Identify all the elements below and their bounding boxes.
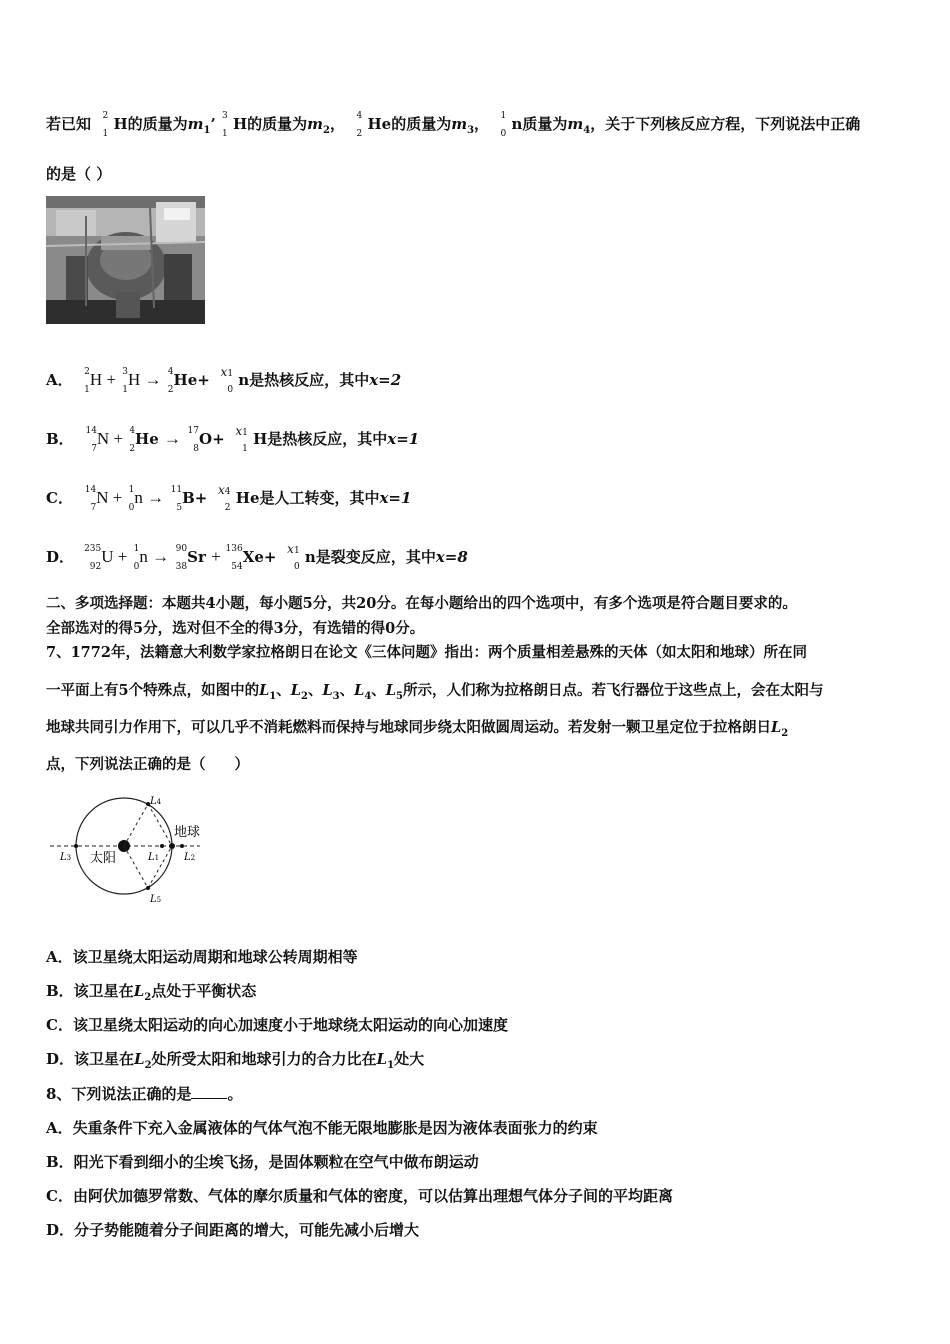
option-cond: x=1 <box>387 430 420 448</box>
isotope-h3: 3 1 <box>222 111 228 139</box>
l4-label: L4 <box>150 796 162 807</box>
q6-stem-line1: 若已知 2 1 H的质量为$m_1$’ 3 1 H的质量为$m_2$， 4 2 He的质量为$m_3$， 1 0 n质量为$m_4$，关于下列核反应方程，下列说法中正确 <box>46 111 861 139</box>
option-text: n是裂变反应，其中 <box>304 548 436 566</box>
option-label: B． <box>46 430 74 448</box>
option-label: C． <box>46 489 73 507</box>
mass-index: 2 <box>323 125 331 136</box>
isotope-n14: 14 7 <box>84 485 97 513</box>
isotope-x-n: x1 0 <box>287 542 300 572</box>
l4-letter: L <box>150 796 157 807</box>
section2-line2: 全部选对的得5分，选对但不全的得3分，有选错的得0分。 <box>46 620 425 637</box>
l1-label: L1 <box>148 852 160 863</box>
mass-var: m <box>307 115 324 133</box>
answer-blank[interactable] <box>191 1084 227 1099</box>
isotope-he4: 4 2 <box>129 426 136 454</box>
mass-var: m <box>567 115 584 133</box>
isotope-he4: 4 2 <box>167 367 174 395</box>
l3-point <box>74 844 78 848</box>
q6-text: n质量为 <box>511 115 568 133</box>
l2-point <box>180 844 184 848</box>
option-text: 处大 <box>394 1050 425 1068</box>
q6-stem-line2: 的是（ ） <box>46 165 112 183</box>
isotope-n14: 14 7 <box>85 426 97 454</box>
isotope-h3: 3 1 <box>122 367 128 395</box>
q6-text: He的质量为 <box>367 115 452 133</box>
q7-option-b[interactable]: B．该卫星在$L_2$点处于平衡状态 <box>46 982 257 1003</box>
section2-line1: 二、多项选择题：本题共4小题，每小题5分，共20分。在每小题给出的四个选项中，有多个选项是符合题目要求的。 <box>46 595 797 612</box>
q8-option-c[interactable]: C．由阿伏加德罗常数、气体的摩尔质量和气体的密度，可以估算出理想气体分子间的平均距离 <box>46 1187 673 1205</box>
q8-stem <box>46 1084 908 1104</box>
isotope-sr90: 90 38 <box>175 544 188 572</box>
option-text: H是热核反应，其中 <box>253 430 388 448</box>
mass-index: 4 <box>583 125 591 136</box>
option-text: D．该卫星在 <box>46 1050 135 1068</box>
lagrange-diagram <box>50 790 230 910</box>
isotope-n1: 1 0 <box>128 485 135 513</box>
q7-line2: 一平面上有5个特殊点，如图中的$L_1$、$L_2$、$L_3$、$L_4$、$L_5$所示，人们称为拉格朗日点。若飞行器位于这些点上，会在太阳与 <box>46 682 824 702</box>
q7-option-a[interactable]: A．该卫星绕太阳运动周期和地球公转周期相等 <box>46 948 358 966</box>
q8-text: 8、下列说法正确的是 <box>46 1085 192 1103</box>
isotope-n1: 1 0 <box>500 111 507 139</box>
q8-option-a[interactable]: A．失重条件下充入金属液体的气体气泡不能无限地膨胀是因为液体表面张力的约束 <box>46 1119 598 1137</box>
option-label: A． <box>46 371 73 389</box>
q7-line1: 7、1772年，法籍意大利数学家拉格朗日在论文《三体问题》指出：两个质量相差悬殊的天体（如太阳和地球）所在同 <box>46 644 807 661</box>
l5-point <box>146 886 150 890</box>
isotope-u235: 235 92 <box>84 544 102 572</box>
l4-earth-line <box>148 804 172 846</box>
q6-option-b[interactable]: B． 14 7 N + 4 2 He → 17 8 O+ x1 1 H是热核反应，其中x=1 <box>46 424 420 454</box>
q7-option-c[interactable]: C．该卫星绕太阳运动的向心加速度小于地球绕太阳运动的向心加速度 <box>46 1016 508 1034</box>
option-text: He是人工转变，其中 <box>235 489 380 507</box>
q6-option-c[interactable]: C． 14 7 N + 1 0 n → 11 5 B+ x4 2 He是人工转变，其中x=1 <box>46 483 412 513</box>
option-text: n是热核反应，其中 <box>238 371 370 389</box>
l2-label: L2 <box>184 852 196 863</box>
l5-label: L5 <box>150 894 162 905</box>
option-cond: x=1 <box>379 489 412 507</box>
mass-index: 3 <box>467 125 475 136</box>
l5-letter: L <box>150 894 157 905</box>
sun-l5-line <box>124 846 148 888</box>
isotope-h2: 2 1 <box>102 111 109 139</box>
l2-letter: L <box>184 852 191 863</box>
q8-option-b[interactable]: B．阳光下看到细小的尘埃飞扬，是固体颗粒在空气中做布朗运动 <box>46 1153 479 1171</box>
q7-text: 一平面上有5个特殊点，如图中的 <box>46 682 260 699</box>
reactor-photo <box>46 196 205 324</box>
mass-index: 1 <box>203 125 211 136</box>
l1-point <box>160 844 164 848</box>
isotope-o17: 17 8 <box>187 426 199 454</box>
mass-var: m <box>187 115 204 133</box>
earth-label: 地球 <box>174 825 201 840</box>
isotope-xe136: 136 54 <box>225 544 243 572</box>
isotope-n1: 1 0 <box>133 544 140 572</box>
mass-var: m <box>451 115 468 133</box>
option-cond: x=2 <box>369 371 402 389</box>
l1-letter: L <box>148 852 155 863</box>
q6-option-d[interactable]: D． 235 92 U + 1 0 n → 90 38 Sr + 136 54 Xe+ x1 0 n是裂变反应，其中x=8 <box>46 542 468 572</box>
isotope-b11: 11 5 <box>170 485 183 513</box>
isotope-h2: 2 1 <box>84 367 90 395</box>
l3-label: L3 <box>60 852 72 863</box>
q6-text: H的质量为 <box>232 115 308 133</box>
isotope-x-h: x1 1 <box>235 424 248 454</box>
sun-l4-line <box>124 804 148 846</box>
option-text: B．该卫星在 <box>46 982 134 1000</box>
q6-option-a[interactable]: A． 2 1 H + 3 1 H → 4 2 He+ x1 0 n是热核反应，其中x=2 <box>46 365 402 395</box>
q6-text: ，关于下列核反应方程，下列说法中正确 <box>590 115 861 133</box>
q7-line4: 点，下列说法正确的是（ ） <box>46 756 249 773</box>
option-label: D． <box>46 548 75 566</box>
q8-option-d[interactable]: D．分子势能随着分子间距离的增大，可能先减小后增大 <box>46 1221 420 1239</box>
q8-text: 。 <box>227 1085 243 1103</box>
l3-letter: L <box>60 852 67 863</box>
isotope-x-n: x1 0 <box>220 365 234 395</box>
q7-option-d[interactable]: D．该卫星在$L_2$处所受太阳和地球引力的合力比在$L_1$处大 <box>46 1050 425 1071</box>
isotope-he4: 4 2 <box>356 111 363 139</box>
option-text: 处所受太阳和地球引力的合力比在 <box>151 1050 377 1068</box>
isotope-x-he: x4 2 <box>218 483 231 513</box>
q7-line3: 地球共同引力作用下，可以几乎不消耗燃料而保持与地球同步绕太阳做圆周运动。若发射一颗卫星定位于拉格朗日$L_2$ <box>46 719 789 739</box>
q6-text: 若已知 <box>46 115 92 133</box>
sun-label: 太阳 <box>90 851 117 866</box>
option-text: 点处于平衡状态 <box>151 982 257 1000</box>
q7-text: 地球共同引力作用下，可以几乎不消耗燃料而保持与地球同步绕太阳做圆周运动。若发射一颗卫星定位于拉格朗日 <box>46 719 771 736</box>
q6-text: H的质量为 <box>113 115 188 133</box>
q7-text: 所示，人们称为拉格朗日点。若飞行器位于这些点上，会在太阳与 <box>402 682 824 699</box>
option-cond: x=8 <box>435 548 468 566</box>
